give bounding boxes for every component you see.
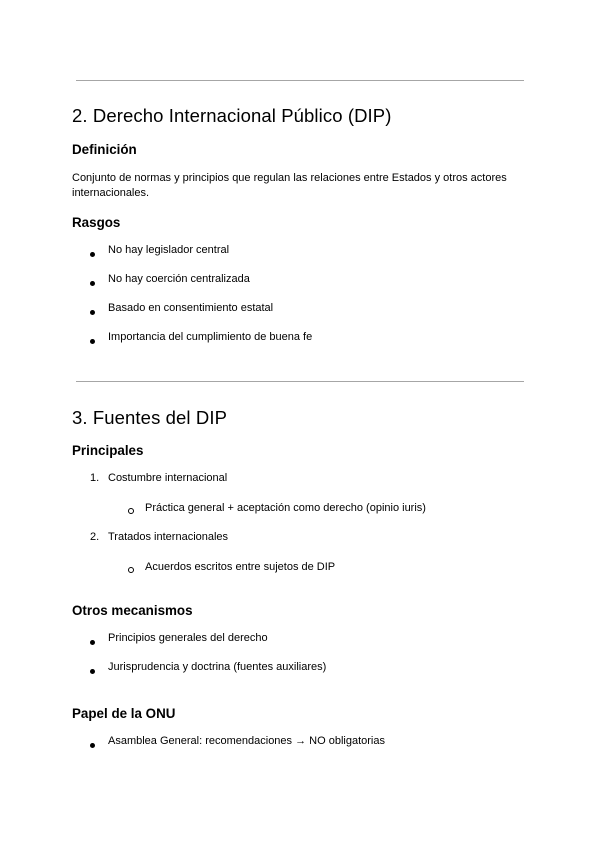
horizontal-rule xyxy=(76,80,524,81)
bullet-icon xyxy=(90,335,95,348)
section-3-title: 3. Fuentes del DIP xyxy=(72,407,228,428)
horizontal-rule xyxy=(76,381,524,382)
list-item-text: Importancia del cumplimiento de buena fe xyxy=(108,331,313,343)
list-number: 2. xyxy=(90,531,100,543)
list-item-text: No hay legislador central xyxy=(108,244,230,256)
circle-bullet-icon xyxy=(128,505,134,518)
section-2-title: 2. Derecho Internacional Público (DIP) xyxy=(72,105,392,126)
papel-onu-heading: Papel de la ONU xyxy=(72,706,176,721)
bullet-icon xyxy=(90,636,95,649)
definicion-text: Conjunto de normas y principios que regulan las relaciones entre Estados y otros actores internacionales. xyxy=(72,172,507,199)
list-item-text: No hay coerción centralizada xyxy=(108,273,250,285)
list-number: 1. xyxy=(90,472,100,484)
bullet-icon xyxy=(90,665,95,678)
bullet-icon xyxy=(90,277,95,290)
list-item-text: Principios generales del derecho xyxy=(108,632,268,644)
otros-mecanismos-heading: Otros mecanismos xyxy=(72,603,193,618)
list-item-text: Basado en consentimiento estatal xyxy=(108,302,274,314)
list-item-text: Tratados internacionales xyxy=(108,531,229,543)
bullet-icon xyxy=(90,739,95,752)
circle-bullet-icon xyxy=(128,564,134,577)
sub-list-item-text: Acuerdos escritos entre sujetos de DIP xyxy=(145,561,336,573)
list-item-text: Costumbre internacional xyxy=(108,472,228,484)
rasgos-heading: Rasgos xyxy=(72,215,121,230)
bullet-icon xyxy=(90,248,95,261)
principales-heading: Principales xyxy=(72,443,144,458)
list-item-text: Asamblea General: recomendaciones → NO obligatorias xyxy=(108,735,385,747)
list-item-text: Jurisprudencia y doctrina (fuentes auxiliares) xyxy=(108,661,327,673)
bullet-icon xyxy=(90,306,95,319)
sub-list-item-text: Práctica general + aceptación como derecho (opinio iuris) xyxy=(145,502,426,514)
definicion-heading: Definición xyxy=(72,142,137,157)
